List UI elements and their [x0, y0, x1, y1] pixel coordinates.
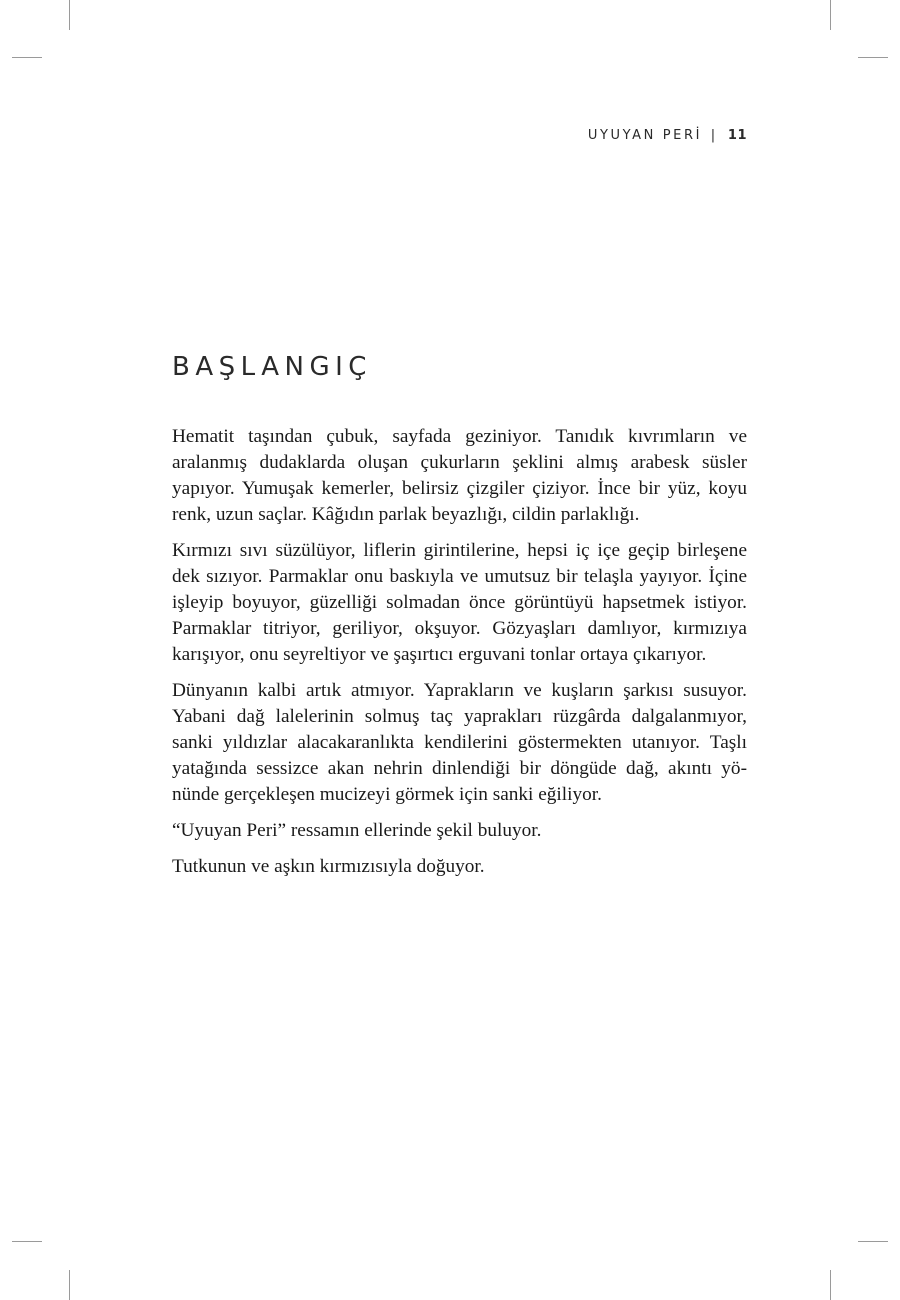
running-head-title: UYUYAN PERİ	[587, 128, 703, 143]
crop-mark-top-left-vertical	[69, 0, 70, 30]
running-head-separator: |	[710, 128, 716, 143]
page-number: 11	[727, 128, 747, 143]
crop-mark-bottom-left-horizontal	[12, 1241, 42, 1242]
paragraph-2: Kırmızı sıvı süzülüyor, liflerin girintilerine, hepsi iç içe geçip birleşene dek sızıyor. Parmaklar onu baskıyla ve umutsuz bir telaşla yayıyor. İçine işleyip boyuyor, güzelliği solmadan önce görüntüyü hapsetmek istiyor. Parmaklar titriyor, geriliyor, okşuyor. Gözyaşları damlıyor, kırmızıya karışıyor, onu seyreltiyor ve şaşırtıcı erguvani tonlar ortaya çıkarıyor.	[172, 540, 747, 665]
crop-mark-top-right-horizontal	[858, 57, 888, 58]
crop-mark-bottom-left-vertical	[69, 1270, 70, 1300]
crop-mark-bottom-right-vertical	[830, 1270, 831, 1300]
paragraph-1: Hematit taşından çubuk, sayfada geziniyor. Tanıdık kıvrımların ve aralanmış dudaklarda oluşan çukurların şeklini almış arabesk süsler yapıyor. Yumuşak kemerler, belirsiz çizgiler çiziyor. İnce bir yüz, koyu renk, uzun saçlar. Kâğıdın parlak beyazlığı, cildin parlaklığı.	[172, 426, 747, 525]
body-text	[172, 424, 747, 890]
crop-mark-bottom-right-horizontal	[858, 1241, 888, 1242]
paragraph-5: Tutkunun ve aşkın kırmızısıyla doğuyor.	[172, 856, 485, 877]
paragraph-3: Dünyanın kalbi artık atmıyor. Yaprakların ve kuşların şarkısı susuyor. Yabani dağ lalelerinin solmuş taç yaprakları rüzgârda dalgalanmıyor, sanki yıldızlar alacakaranlıkta kendilerini göstermekten utanıyor. Taşlı yatağında sessizce akan nehrin dinlendiği bir döngüde dağ, akıntı yönünde gerçekleşen mucizeyi görmek için sanki eğiliyor.	[172, 680, 747, 805]
crop-mark-top-right-vertical	[830, 0, 831, 30]
running-head	[588, 128, 747, 143]
paragraph-4: “Uyuyan Peri” ressamın ellerinde şekil buluyor.	[172, 820, 542, 841]
crop-mark-top-left-horizontal	[12, 57, 42, 58]
chapter-title: BAŞLANGIÇ	[172, 352, 372, 382]
